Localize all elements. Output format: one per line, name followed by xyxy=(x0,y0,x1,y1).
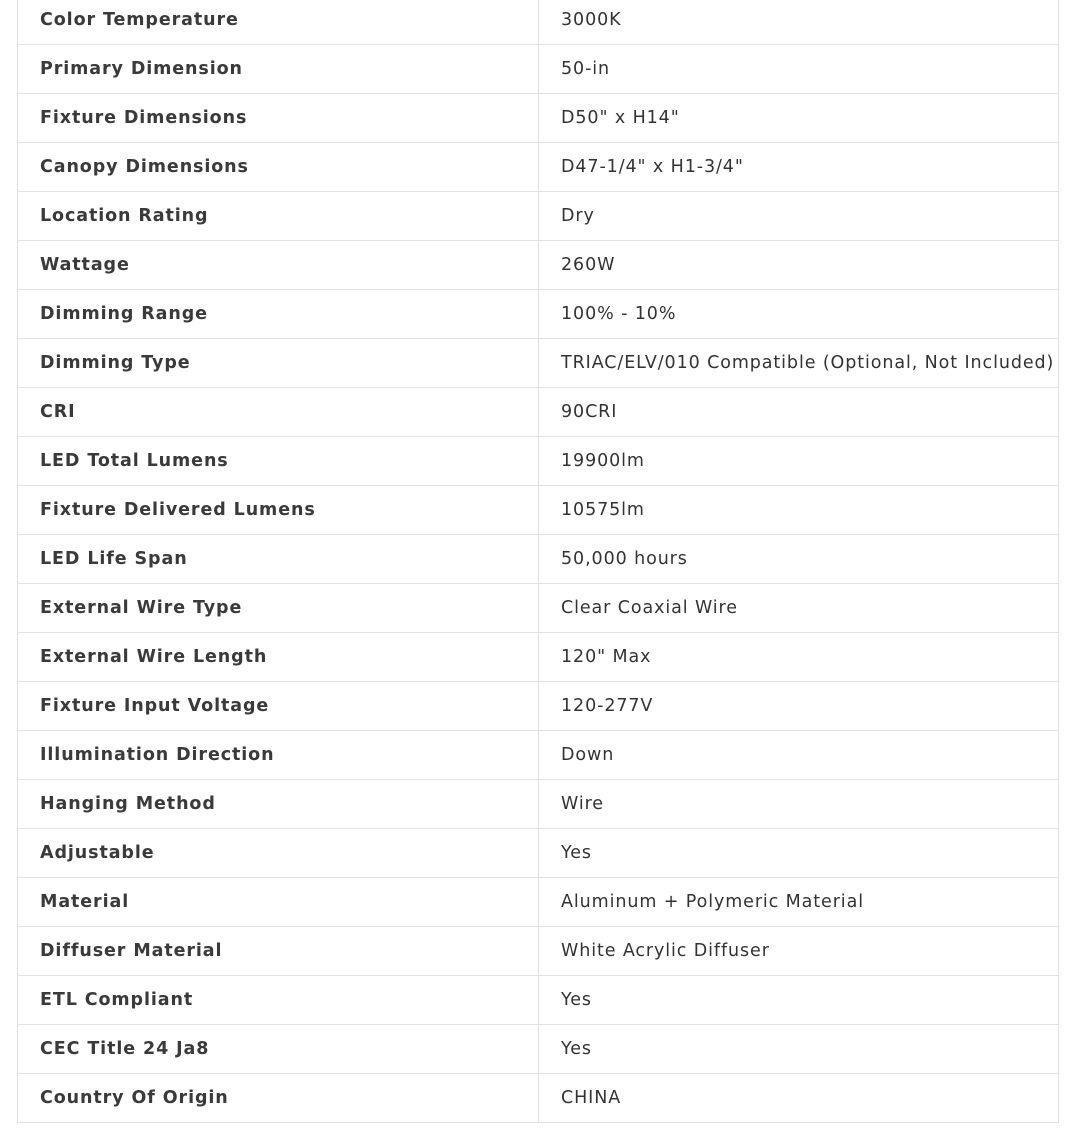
spec-label: ETL Compliant xyxy=(18,976,539,1025)
spec-value: Aluminum + Polymeric Material xyxy=(539,878,1059,927)
spec-row xyxy=(18,780,1059,829)
spec-row xyxy=(18,437,1059,486)
spec-value: 100% - 10% xyxy=(539,290,1059,339)
spec-value: 260W xyxy=(539,241,1059,290)
spec-label: Wattage xyxy=(18,241,539,290)
spec-value: Clear Coaxial Wire xyxy=(539,584,1059,633)
spec-value: Yes xyxy=(539,829,1059,878)
spec-label: Dimming Type xyxy=(18,339,539,388)
spec-label: Country Of Origin xyxy=(18,1074,539,1123)
spec-label: LED Life Span xyxy=(18,535,539,584)
spec-row xyxy=(18,633,1059,682)
spec-value: 120-277V xyxy=(539,682,1059,731)
spec-row xyxy=(18,535,1059,584)
spec-label: Canopy Dimensions xyxy=(18,143,539,192)
spec-row xyxy=(18,143,1059,192)
spec-row xyxy=(18,0,1059,45)
spec-row xyxy=(18,682,1059,731)
spec-row xyxy=(18,192,1059,241)
specifications-table xyxy=(17,0,1059,1123)
spec-label: Diffuser Material xyxy=(18,927,539,976)
spec-label: LED Total Lumens xyxy=(18,437,539,486)
spec-value: Yes xyxy=(539,976,1059,1025)
spec-value: TRIAC/ELV/010 Compatible (Optional, Not Included) xyxy=(539,339,1059,388)
spec-label: Adjustable xyxy=(18,829,539,878)
spec-value: D47-1/4" x H1-3/4" xyxy=(539,143,1059,192)
spec-label: Primary Dimension xyxy=(18,45,539,94)
spec-label: External Wire Type xyxy=(18,584,539,633)
spec-value: Yes xyxy=(539,1025,1059,1074)
spec-row xyxy=(18,731,1059,780)
spec-row xyxy=(18,388,1059,437)
spec-value: White Acrylic Diffuser xyxy=(539,927,1059,976)
spec-label: CEC Title 24 Ja8 xyxy=(18,1025,539,1074)
spec-value: Down xyxy=(539,731,1059,780)
spec-value: 90CRI xyxy=(539,388,1059,437)
spec-value: 50,000 hours xyxy=(539,535,1059,584)
spec-row xyxy=(18,290,1059,339)
spec-label: Hanging Method xyxy=(18,780,539,829)
spec-label: Fixture Input Voltage xyxy=(18,682,539,731)
spec-row xyxy=(18,927,1059,976)
spec-row xyxy=(18,339,1059,388)
spec-label: Fixture Delivered Lumens xyxy=(18,486,539,535)
spec-label: CRI xyxy=(18,388,539,437)
spec-row xyxy=(18,976,1059,1025)
spec-label: Dimming Range xyxy=(18,290,539,339)
spec-row xyxy=(18,829,1059,878)
spec-value: 19900lm xyxy=(539,437,1059,486)
spec-label: External Wire Length xyxy=(18,633,539,682)
spec-row xyxy=(18,878,1059,927)
spec-row xyxy=(18,1074,1059,1123)
spec-value: 3000K xyxy=(539,0,1059,45)
spec-label: Location Rating xyxy=(18,192,539,241)
spec-row xyxy=(18,45,1059,94)
spec-label: Color Temperature xyxy=(18,0,539,45)
spec-label: Illumination Direction xyxy=(18,731,539,780)
spec-value: Dry xyxy=(539,192,1059,241)
spec-row xyxy=(18,486,1059,535)
spec-value: D50" x H14" xyxy=(539,94,1059,143)
spec-value: 120" Max xyxy=(539,633,1059,682)
spec-label: Material xyxy=(18,878,539,927)
spec-row xyxy=(18,241,1059,290)
spec-label: Fixture Dimensions xyxy=(18,94,539,143)
spec-row xyxy=(18,1025,1059,1074)
spec-value: CHINA xyxy=(539,1074,1059,1123)
spec-row xyxy=(18,584,1059,633)
spec-row xyxy=(18,94,1059,143)
spec-value: 50-in xyxy=(539,45,1059,94)
spec-value: Wire xyxy=(539,780,1059,829)
spec-value: 10575lm xyxy=(539,486,1059,535)
specifications-table-body xyxy=(18,0,1059,1123)
